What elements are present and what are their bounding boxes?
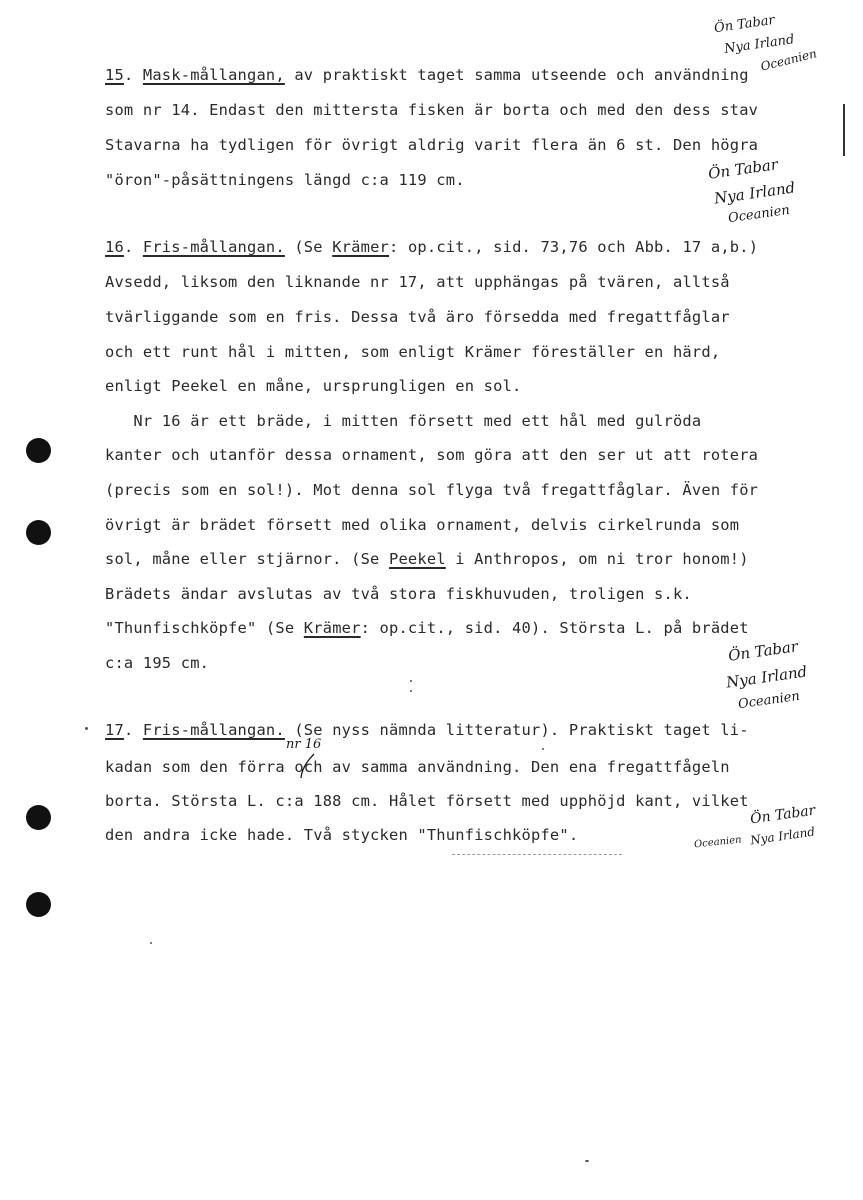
entry-16-line-5: enligt Peekel en måne, ursprungligen en sol. [105, 377, 522, 395]
entry-16-line-9: övrigt är brädet försett med olika ornament, delvis cirkelrunda som [105, 516, 740, 534]
entry-16-line-7: kanter och utanför dessa ornament, som göra att den ser ut att rotera [105, 446, 759, 464]
entry-16-line-13: c:a 195 cm. [105, 654, 210, 672]
margin-note-1: Ön Tabar Nya Irland Oceanien [713, 12, 819, 74]
entry-title: Mask-mållangan, [142, 66, 285, 84]
entry-16-line-3: tvärliggande som en fris. Dessa två äro försedda med fregattfåglar [105, 308, 730, 326]
entry-17-line-3: borta. Största L. c:a 188 cm. Hålet försett med upphöjd kant, vilket [105, 792, 749, 810]
margin-bar [843, 104, 845, 156]
margin-note-4: Ön Tabar Nya Irland Oceanien [693, 802, 817, 851]
entry-15-line-1: 15. Mask-mållangan, av praktiskt taget samma utseende och användning [105, 66, 749, 84]
punch-hole [26, 438, 51, 463]
entry-text: av praktiskt taget samma utseende och användning [284, 66, 749, 84]
entry-16-line-2: Avsedd, liksom den liknande nr 17, att upphängas på tvären, alltså [105, 273, 730, 291]
entry-15-line-3: Stavarna ha tydligen för övrigt aldrig varit flera än 6 st. Den högra [105, 136, 759, 154]
entry-title: Fris-mållangan. [142, 238, 285, 256]
entry-15-line-4: "öron"-påsättningens längd c:a 119 cm. [105, 171, 465, 189]
entry-16-line-1: 16. Fris-mållangan. (Se Krämer: op.cit., sid. 73,76 och Abb. 17 a,b.) [105, 238, 759, 256]
punch-hole [26, 805, 51, 830]
punch-hole [26, 892, 51, 917]
entry-number: 16 [105, 238, 124, 256]
entry-16-line-10: sol, måne eller stjärnor. (Se Peekel i Anthropos, om ni tror honom!) [105, 550, 749, 568]
entry-title: Fris-mållangan. [142, 721, 285, 739]
entry-17-line-4: den andra icke hade. Två stycken "Thunfischköpfe". [105, 826, 579, 844]
reference-author: Krämer [303, 619, 361, 637]
entry-17-line-1: 17. Fris-mållangan. (Se nyss nämnda litteratur). Praktiskt taget li- [105, 721, 749, 739]
scan-speck [85, 727, 88, 730]
entry-15-line-2: som nr 14. Endast den mittersta fisken är borta och med den dess stav [105, 101, 759, 119]
margin-note-3: Ön Tabar Nya Irland Oceanien [725, 637, 809, 713]
entry-number: 15 [105, 66, 124, 84]
entry-number: 17 [105, 721, 124, 739]
scan-speck [150, 942, 152, 944]
reference-author: Peekel [388, 550, 446, 568]
entry-16-line-6: Nr 16 är ett bräde, i mitten försett med ett hål med gulröda [105, 412, 702, 430]
entry-17-line-2: kadan som den förra och av samma användning. Den ena fregattfågeln [105, 758, 730, 776]
entry-16-line-4: och ett runt hål i mitten, som enligt Krämer föreställer en härd, [105, 343, 721, 361]
scan-streak [452, 854, 622, 855]
entry-16-line-12: "Thunfischköpfe" (Se Krämer: op.cit., sid. 40). Största L. på brädet [105, 619, 749, 637]
insertion-caret [298, 752, 318, 780]
scan-speck [542, 748, 544, 750]
punch-hole [26, 520, 51, 545]
entry-16-line-8: (precis som en sol!). Mot denna sol flyga två fregattfåglar. Även för [105, 481, 759, 499]
entry-16-line-11: Brädets ändar avslutas av två stora fiskhuvuden, troligen s.k. [105, 585, 692, 603]
margin-note-2: Ön Tabar Nya Irland Oceanien [707, 155, 797, 227]
scan-speck [585, 1160, 589, 1162]
reference-author: Krämer [332, 238, 390, 256]
scan-speck [410, 690, 412, 692]
scan-speck [410, 680, 412, 682]
handwritten-insertion: nr 16 [286, 737, 322, 752]
